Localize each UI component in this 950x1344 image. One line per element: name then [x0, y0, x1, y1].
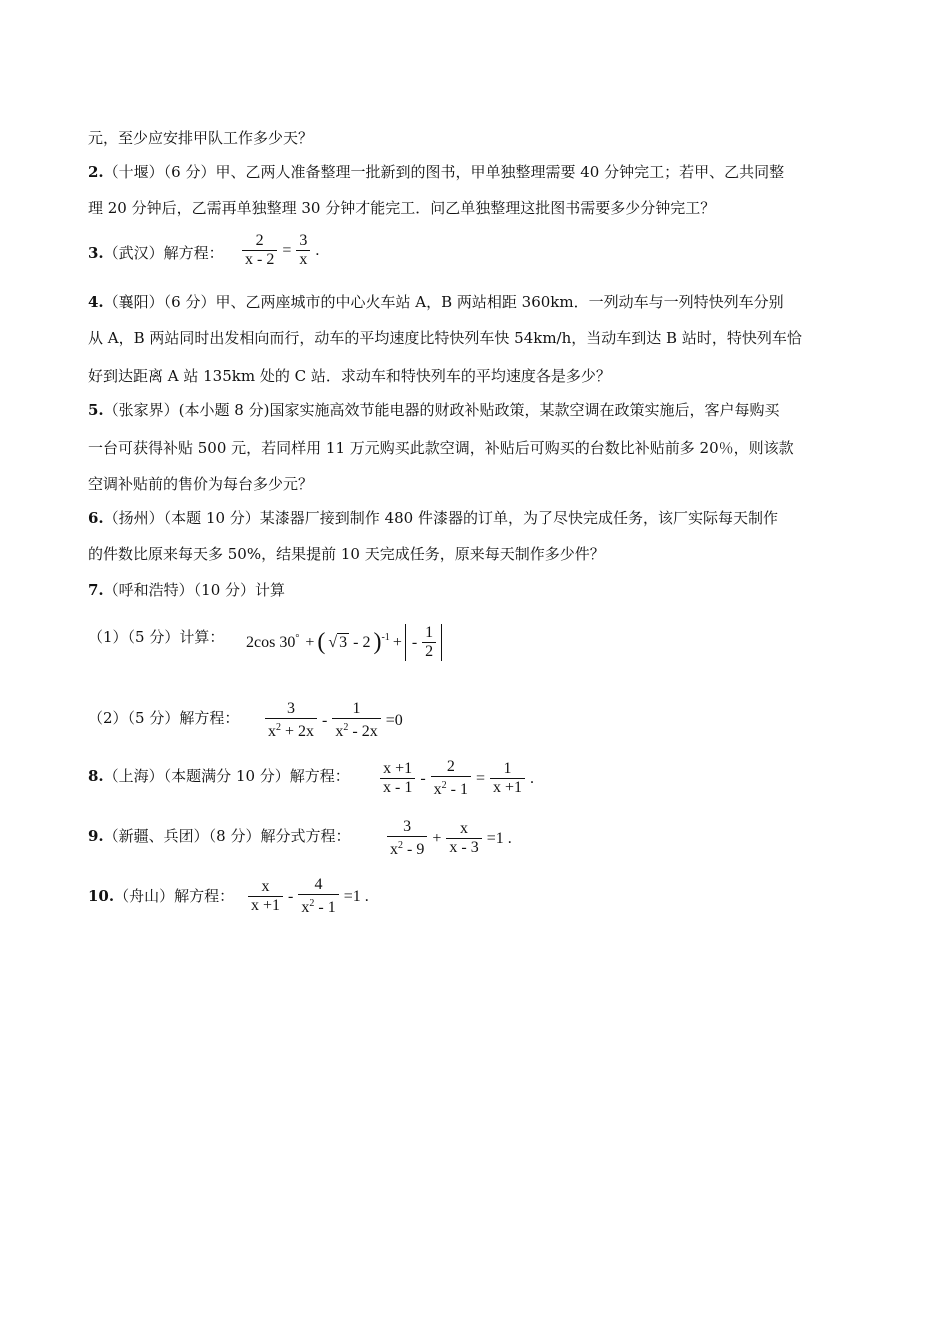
problem-2: 2.（十堰）（6 分）甲、乙两人准备整理一批新到的图书，甲单独整理需要 40 分钟完工；若甲、乙共同整	[88, 163, 785, 181]
problem-6-cont: 的件数比原来每天多 50%，结果提前 10 天完成任务，原来每天制作多少件？	[88, 545, 605, 563]
problem-3: 3.（武汉）解方程：	[88, 244, 224, 262]
problem-8: 8.（上海）（本题满分 10 分）解方程：	[88, 767, 350, 785]
equation-10: $\frac{x}{x +1}$ - $\frac{4}{x^2 - 1}$ =1 .	[246, 876, 372, 917]
equation-3: $\frac{2}{x - 2}$ = $\frac{3}{x}$ .	[240, 232, 322, 269]
equation-7-2: $\frac{3}{x^2 + 2x}$ - $\frac{1}{x^2 - 2x}$ =0	[263, 700, 406, 741]
problem-6: 6.（扬州）（本题 10 分）某漆器厂接到制作 480 件漆器的订单，为了尽快完成任务，该厂实际每天制作	[88, 509, 778, 527]
equation-9: $\frac{3}{x^2 - 9}$ + $\frac{x}{x - 3}$ =1 .	[385, 818, 515, 859]
problem-9: 9.（新疆、兵团）（8 分）解分式方程：	[88, 827, 351, 845]
expression-7-1: 2cos 30° + ( √ 3 - 2 )$^{-1}$ + - $\frac{1}{2}$	[243, 624, 442, 661]
problem-4-cont: 从 A，B 两站同时出发相向而行，动车的平均速度比特快列车快 54km/h，当动车到达 B 站时，特快列车恰	[88, 329, 802, 347]
problem-4: 4.（襄阳）（6 分）甲、乙两座城市的中心火车站 A，B 两站相距 360km．一列动车与一列特快列车分别	[88, 293, 784, 311]
problem-5: 5.（张家界）(本小题 8 分)国家实施高效节能电器的财政补贴政策，某款空调在政策实施后，客户每购买	[88, 401, 780, 419]
problem-10: 10.（舟山）解方程：	[88, 887, 235, 905]
problem-7-part-2: （2）（5 分）解方程：	[88, 709, 240, 727]
equation-8: $\frac{x +1}{x - 1}$ - $\frac{2}{x^2 - 1}$ = $\frac{1}{x +1}$ .	[378, 758, 537, 799]
problem-7-part-1: （1）（5 分）计算：	[88, 628, 225, 646]
problem-5-cont: 一台可获得补贴 500 元，若同样用 11 万元购买此款空调，补贴后可购买的台数比补贴前多 20％，则该款	[88, 439, 794, 457]
problem-5-cont: 空调补贴前的售价为每台多少元？	[88, 475, 314, 493]
problem-4-cont: 好到达距离 A 站 135km 处的 C 站．求动车和特快列车的平均速度各是多少？	[88, 367, 611, 385]
problem-7: 7.（呼和浩特）（10 分）计算	[88, 581, 286, 599]
problem-2-cont: 理 20 分钟后，乙需再单独整理 30 分钟才能完工．问乙单独整理这批图书需要多少分钟完工？	[88, 199, 716, 217]
text-line: 元，至少应安排甲队工作多少天？	[88, 129, 314, 147]
